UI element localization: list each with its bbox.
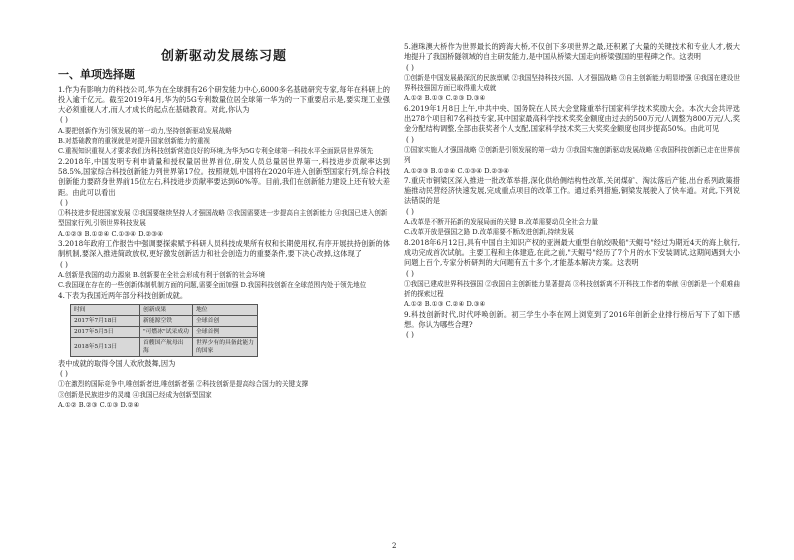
q4-statements-1: ①在激烈的国际竞争中,唯创新者进,唯创新者强 ②科技创新是提高综合国力的关键支撑: [58, 380, 309, 389]
q1-option-a: A.要把创新作为引领发展的第一动力,坚持创新驱动发展战略: [58, 126, 232, 135]
q6-answer-paren: ( ): [406, 134, 414, 144]
table-row: [71, 326, 258, 337]
table-cell: 2017年7月18日: [71, 315, 140, 326]
q8-statements: ①我国已建成世界科技强国 ②我国自主创新能力显著提高 ③科技创新离不开科技工作者的奉献 ④创新是一个艰难曲折的探索过程: [404, 279, 740, 299]
q1-option-b: B.对基础教育的重视就是对提升国家创新能力的重视: [58, 137, 211, 146]
q7-answer-paren: ( ): [406, 206, 414, 216]
section-heading: 一、单项选择题: [58, 68, 135, 82]
q4-choices: A.①② B.②③ C.①③ D.②④: [58, 401, 140, 410]
q2-stem: 2.2018年,中国发明专利申请量和授权量居世界首位,研发人员总量居世界第一,科技进步贡献率达到58.5%,国家综合科技创新能力列世界第17位。按照规划,中国将在2020年进入创新型国家行列,综合科技创新能力要跻身世界前15位左右,科技进步贡献率要达到60%等。目前,我们在创新能力建设上还有较大差距。由此可以看出: [58, 156, 390, 197]
q3-answer-paren: ( ): [60, 259, 68, 269]
table-cell: 全球首创: [193, 315, 258, 326]
q1-answer-paren: ( ): [60, 115, 68, 125]
q7-option-cd: C.改革开放是强国之路 D.改革需要不断改进创新,持续发展: [404, 228, 574, 237]
q3-stem: 3.2018年政府工作报告中强调要探索赋予科研人员科技成果所有权和长期使用权,有序开展扶持创新的体制机制,要深入推进简政放权,更好激发创新活力和社会创造力的重要条件,要下决心改掉,这体现了: [58, 239, 390, 259]
q1-option-c: C.重视知识重视人才要求我们为科技创新营造良好的环境,为华为5G专利全球第一科技水平全面跃居世界领先: [58, 147, 374, 156]
q6-statements: ①国家实施人才强国战略 ②创新是引领发展的第一动力 ③我国实施创新驱动发展战略 ④我国科技创新已走在世界前列: [404, 145, 740, 165]
table-cell: 2018年5月13日: [71, 337, 140, 356]
q4-stem-continued: 表中成就的取得令国人欢欣鼓舞,因为: [58, 358, 176, 368]
table-cell: 2017年5月5日: [71, 326, 140, 337]
table-cell: 首艘国产航母出海: [140, 337, 193, 356]
q4-statements-2: ③创新是民族进步的灵魂 ④我国已经成为创新型国家: [58, 390, 212, 399]
q5-statements: ①创新是中国发展最深沉的民族禀赋 ②我国坚持科技兴国、人才强国战略 ③自主创新能力明显增强 ④我国在建设世界科技强国方面已取得重大成就: [404, 73, 740, 93]
q5-stem: 5.港珠澳大桥作为世界最长的跨海大桥,不仅创下多项世界之最,还积累了大量的关键技术和专业人才,极大地提升了我国桥隧领域的自主研发能力,是中国从桥梁大国走向桥梁强国的里程碑之作。这表明: [404, 42, 740, 62]
table-cell: "可燃冰"试采成功: [140, 326, 193, 337]
q8-answer-paren: ( ): [406, 268, 414, 278]
q8-choices: A.①② B.①③ C.②④ D.③④: [404, 300, 486, 309]
table-header-row: [71, 304, 258, 315]
q7-option-ab: A.改革是不断开拓新的发展局面的关键 B.改革需要动员全社会力量: [404, 218, 598, 227]
q5-choices: A.①② B.①③ C.②③ D.③④: [404, 94, 486, 103]
q4-stem: 4.下表为我国近两年部分科技创新成就。: [58, 290, 188, 300]
table-header-cell: 时间: [71, 304, 140, 315]
q8-stem: 8.2018年6月12日,具有中国自主知识产权的亚洲最大重型自航绞吸船"天鲲号"经过为期近4天的海上航行,成功完成首次试航。主要工程和主体建造,在此之前,"天鲲号"经历了7个月的水下安装调试,这期间遇到大小问题上百个,专家分析研判的大问题有五十多个,才能基本解决方案。这表明: [404, 237, 740, 268]
q2-statements: ①科技进步促进国家发展 ②我国要继续坚持人才强国战略 ③我国需要进一步提高自主创新能力 ④我国已进入创新型国家行列,引领世界科技发展: [58, 209, 388, 228]
q6-stem: 6.2019年1月8日上午,中共中央、国务院在人民大会堂隆重举行国家科学技术奖励大会。本次大会共评选出278个项目和7名科技专家,其中国家最高科学技术奖奖金额度由过去的500万元/人调整为800万元/人,奖金分配结构调整,全部由获奖者个人支配,国家科学技术奖三大奖奖金额度也同步提高50%。由此可见: [404, 103, 740, 134]
table-cell: 新能源空铁: [140, 315, 193, 326]
right-column: [404, 42, 740, 341]
q3-option-cd: C.我国现在存在的一些创新体制机制方面的问题,需要全面加强 D.我国科技创新在全球范围内处于领先地位: [58, 281, 367, 290]
q9-answer-paren: ( ): [406, 330, 414, 340]
q2-answer-paren: ( ): [60, 197, 68, 207]
table-row: [71, 337, 258, 356]
q5-answer-paren: ( ): [406, 62, 414, 72]
left-column: [58, 0, 390, 410]
q6-choices: A.①②③ B.①②④ C.①③④ D.②③④: [404, 166, 510, 175]
table-header-cell: 地位: [193, 304, 258, 315]
table-cell: 全球首例: [193, 326, 258, 337]
q4-answer-paren: ( ): [60, 369, 68, 379]
table-cell: 世界少有的具备此能力的国家: [193, 337, 258, 356]
q2-choices: A.①②③ B.①②④ C.①③④ D.②③④: [58, 229, 164, 238]
q9-stem: 9.科技创新时代,时代呼唤创新。初三学生小李在网上浏览到了2016年创新企业排行榜后写下了如下感想。你认为哪些合理?: [404, 309, 740, 330]
q1-stem: 1.作为有影响力的科技公司,华为在全球拥有26个研发能力中心,6000多名基础研究专家,每年在科研上的投入逾千亿元。截至2019年4月,华为的5G专利数量位居全球第一华为的一下重要启示是,要实现工业强大必须重视人才,而人才成长的起点在基础教育。对此,你认为: [58, 84, 390, 115]
page-title: 创新驱动发展练习题: [160, 49, 287, 64]
table-row: [71, 315, 258, 326]
page-number: 2: [392, 542, 397, 550]
table-header-cell: 创新成果: [140, 304, 193, 315]
achievements-table: [70, 304, 258, 357]
q3-option-ab: A.创新是我国的动力源泉 B.创新要在全社会形成有利于创新的社会环境: [58, 270, 266, 279]
q7-stem: 7.重庆市铜梁区深入推进一批改革举措,深化供给侧结构性改革,关闭煤矿、淘汰落后产能,出台系列政策措施推动民营经济快速发展,完成重点项目的改革工作。通过系列措施,铜梁发展驶入了快车道。对此,下列说法错误的是: [404, 175, 740, 206]
